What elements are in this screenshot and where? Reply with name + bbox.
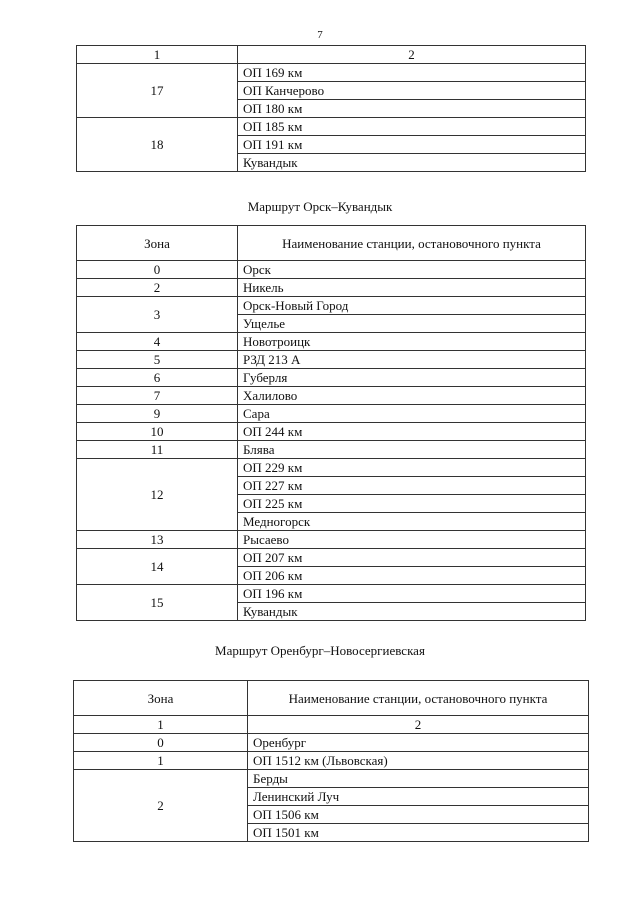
station-cell: Орск [238,261,586,279]
col-header-zone: Зона [77,226,238,261]
table-row [77,279,586,297]
zone-cell: 7 [77,387,238,405]
station-cell: ОП 225 км [238,495,586,513]
zone-cell: 6 [77,369,238,387]
col-number-1: 1 [74,716,248,734]
table-row [77,423,586,441]
station-cell: Рысаево [238,531,586,549]
station-cell: ОП 169 км [238,64,586,82]
station-cell: ОП 1512 км (Львовская) [248,752,589,770]
table-numbering-row [77,46,586,64]
col-number-1: 1 [77,46,238,64]
table-route-orenburg [73,680,589,842]
station-cell: Ущелье [238,315,586,333]
table-row [77,441,586,459]
zone-cell: 2 [77,279,238,297]
station-cell: Кувандык [238,154,586,172]
zone-cell: 18 [77,118,238,172]
station-cell: Оренбург [248,734,589,752]
zone-cell: 2 [74,770,248,842]
table-continuation [76,45,586,172]
col-header-station: Наименование станции, остановочного пункта [238,226,586,261]
station-cell: ОП 1501 км [248,824,589,842]
table-row [77,585,586,603]
station-cell: ОП 191 км [238,136,586,154]
table-row [77,333,586,351]
table-body [77,64,586,172]
station-cell: ОП 1506 км [248,806,589,824]
station-cell: ОП 180 км [238,100,586,118]
station-cell: Берды [248,770,589,788]
zone-cell: 13 [77,531,238,549]
col-header-station: Наименование станции, остановочного пункта [248,681,589,716]
station-cell: ОП 185 км [238,118,586,136]
station-cell: Новотроицк [238,333,586,351]
table-row [77,351,586,369]
zone-cell: 9 [77,405,238,423]
route-orenburg-title: Маршрут Оренбург–Новосергиевская [215,643,425,658]
table-row [77,549,586,567]
station-cell: Кувандык [238,603,586,621]
zone-cell: 15 [77,585,238,621]
station-cell: ОП Канчерово [238,82,586,100]
zone-cell: 3 [77,297,238,333]
station-cell: Орск-Новый Город [238,297,586,315]
page-number: 7 [317,29,323,41]
zone-cell: 0 [77,261,238,279]
table-row [74,770,589,788]
station-cell: Губерля [238,369,586,387]
zone-cell: 17 [77,64,238,118]
station-cell: ОП 206 км [238,567,586,585]
zone-cell: 12 [77,459,238,531]
col-header-zone: Зона [74,681,248,716]
station-cell: ОП 207 км [238,549,586,567]
col-number-2: 2 [238,46,586,64]
station-cell: Ленинский Луч [248,788,589,806]
station-cell: Никель [238,279,586,297]
table-row [77,531,586,549]
table-row [77,118,586,136]
zone-cell: 14 [77,549,238,585]
zone-cell: 5 [77,351,238,369]
table-header-row [77,226,586,261]
zone-cell: 1 [74,752,248,770]
table-row [77,405,586,423]
table-row [77,297,586,315]
station-cell: ОП 196 км [238,585,586,603]
station-cell: ОП 244 км [238,423,586,441]
station-cell: Медногорск [238,513,586,531]
zone-cell: 0 [74,734,248,752]
table-row [77,387,586,405]
table-body [77,261,586,621]
table-row [77,369,586,387]
table-route-orsk [76,225,586,621]
table-numbering-row [74,716,589,734]
route-orsk-title: Маршрут Орск–Кувандык [247,199,393,214]
station-cell: Сара [238,405,586,423]
table-row [77,64,586,82]
zone-cell: 4 [77,333,238,351]
station-cell: Блява [238,441,586,459]
station-cell: Халилово [238,387,586,405]
table-body [74,734,589,842]
station-cell: ОП 229 км [238,459,586,477]
station-cell: РЗД 213 А [238,351,586,369]
table-row [77,459,586,477]
table-row [74,752,589,770]
zone-cell: 10 [77,423,238,441]
zone-cell: 11 [77,441,238,459]
col-number-2: 2 [248,716,589,734]
table-row [74,734,589,752]
table-row [77,261,586,279]
station-cell: ОП 227 км [238,477,586,495]
table-header-row [74,681,589,716]
